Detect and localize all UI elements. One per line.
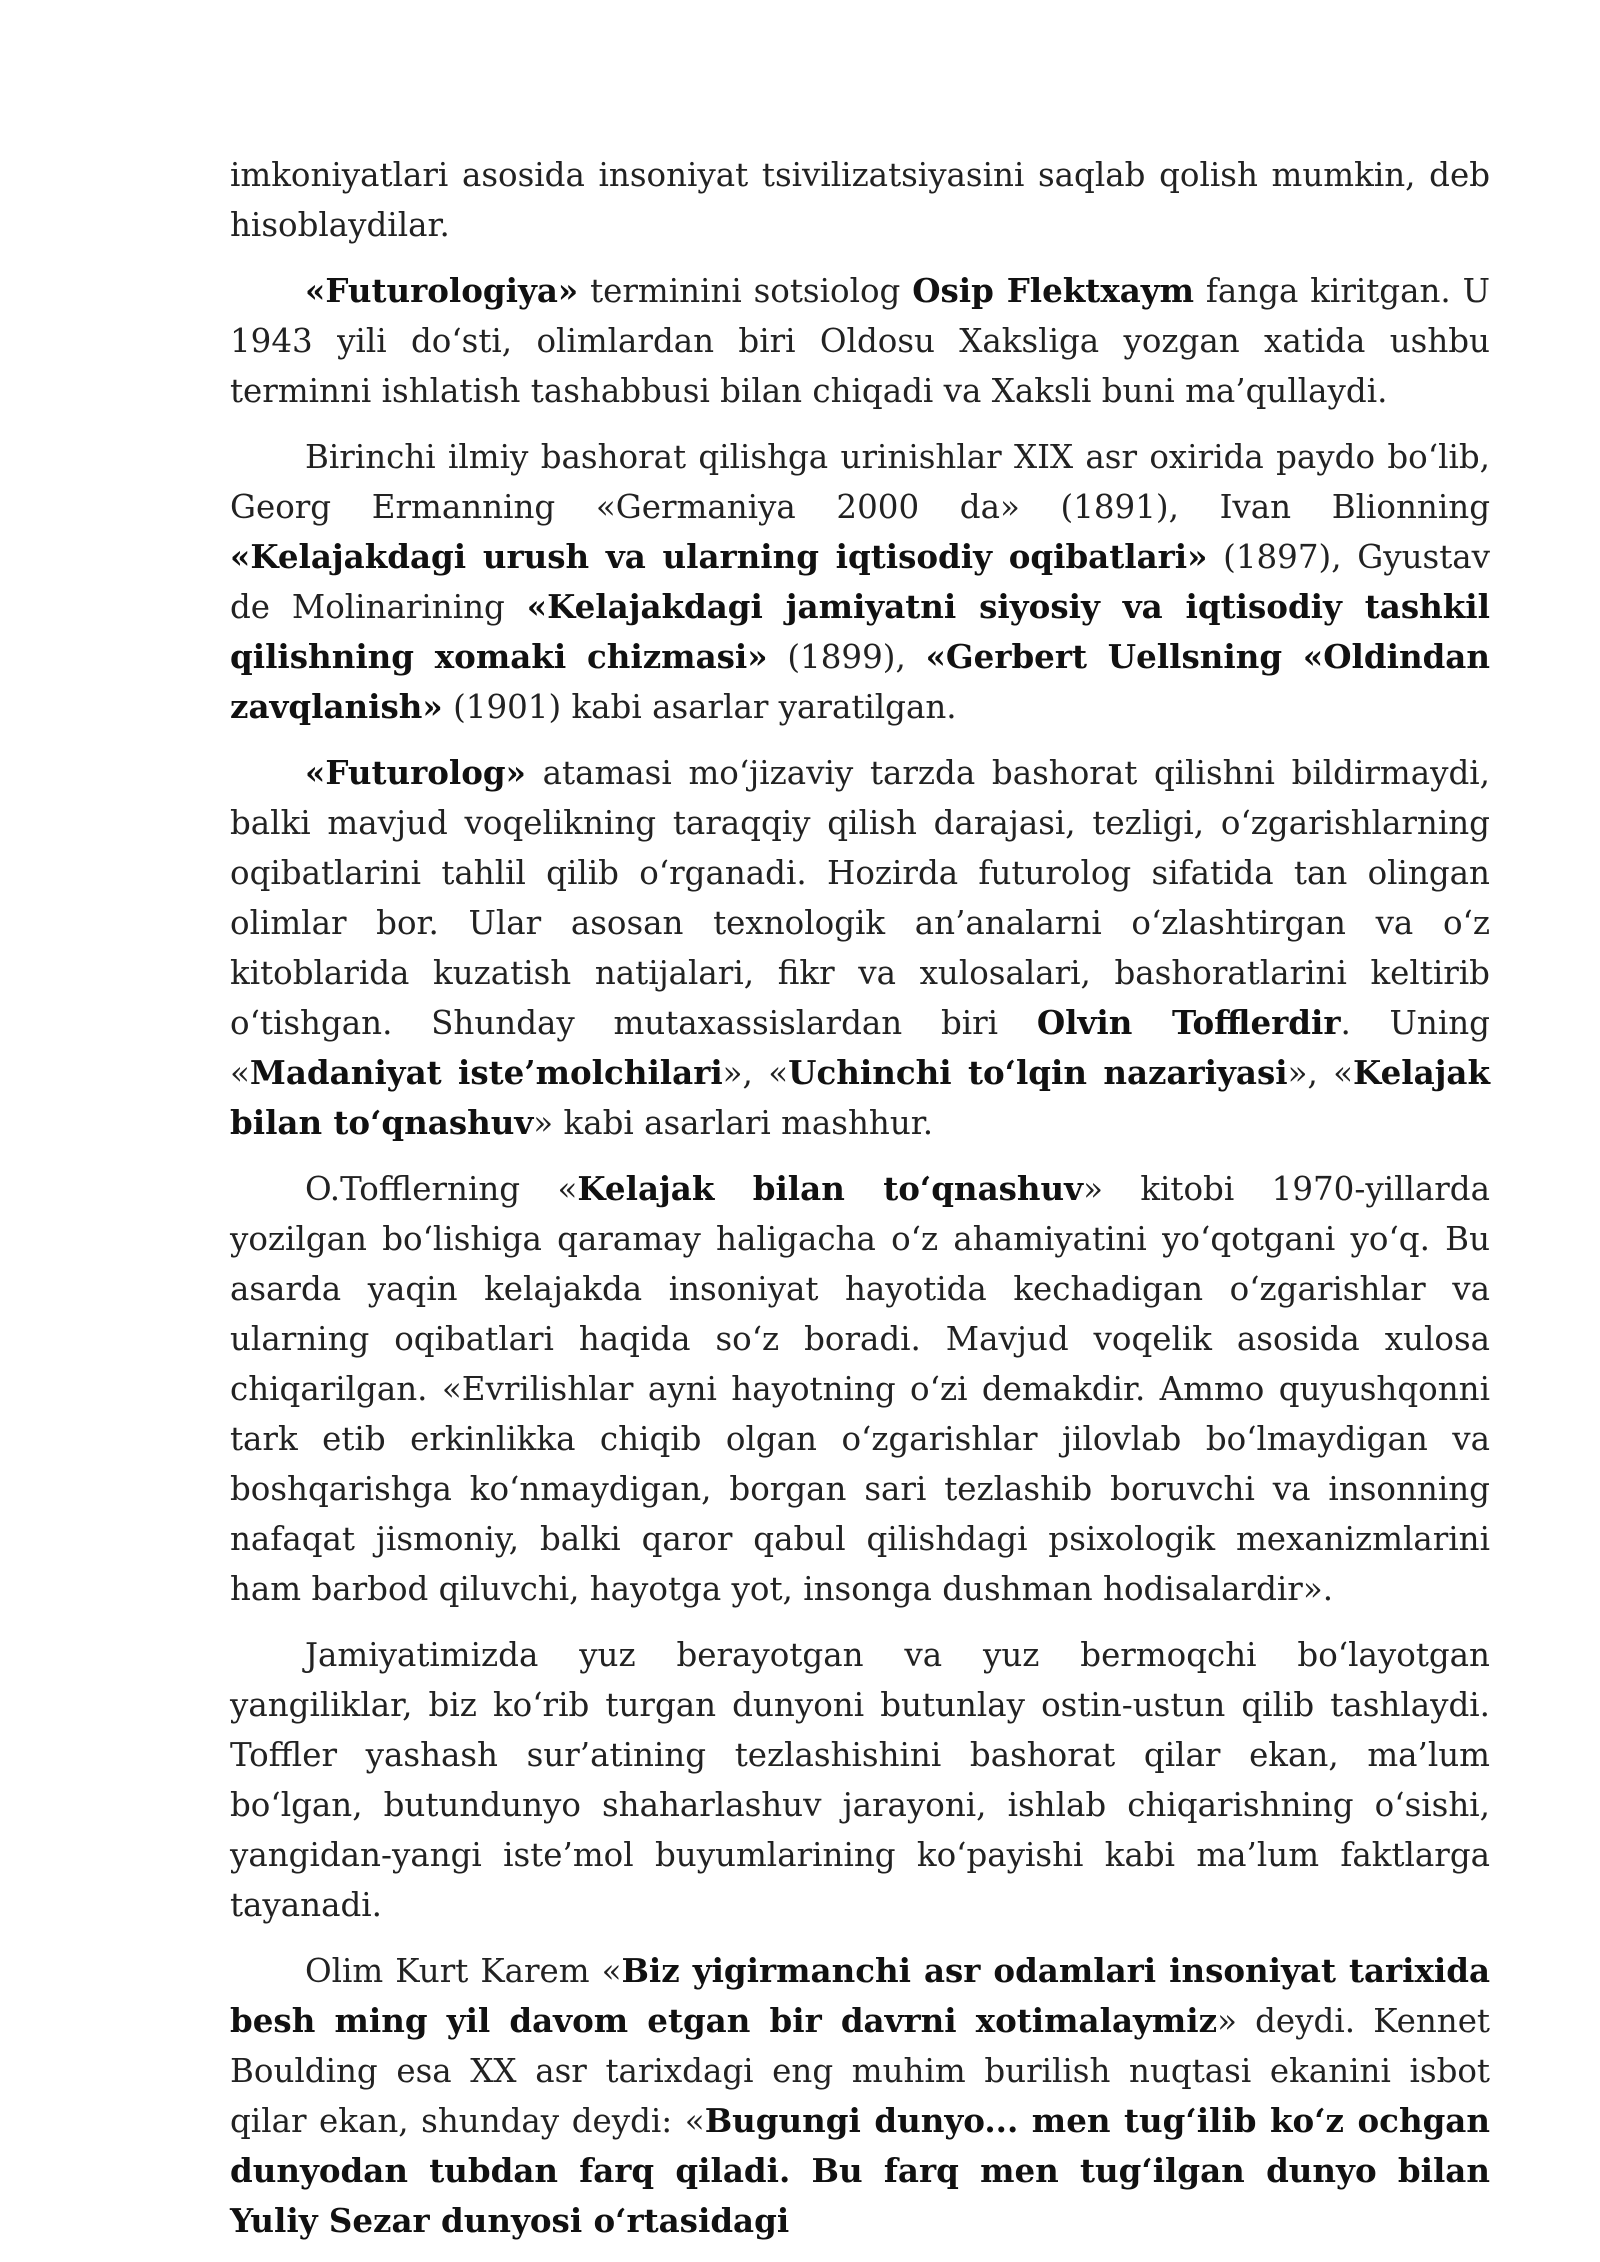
paragraph [230,1946,1490,2246]
text-run: . Uning « [230,1004,1490,1092]
paragraph [230,150,1490,250]
bold-text-run: Biz yigirmanchi asr odamlari insoniyat tarixida besh ming yil davom etgan bir davrni xotimalaymiz [230,1951,1490,2040]
bold-text-run: «Futurologiya» [305,271,579,310]
text-run: (1897), Gyustav de Molinarining [230,538,1490,626]
bold-text-run: Kelajak bilan to‘qnashuv [230,1053,1490,1142]
text-run: Jamiyatimizda yuz berayotgan va yuz bermoqchi bo‘layotgan yangiliklar, biz ko‘rib turgan dunyoni butunlay ostin-ustun qilib tashlaydi. Toffler yashash sur’atining tezlashishini bashorat qilar ekan, ma’lum bo‘lgan, butundunyo shaharlashuv jarayoni, ishlab chiqarishning o‘sishi, yangidan-yangi iste’mol buyumlarining ko‘payishi kabi ma’lum faktlarga tayanadi. [230,1636,1490,1924]
text-run: », « [1287,1054,1354,1092]
paragraph [230,748,1490,1148]
text-run: imkoniyatlari asosida insoniyat tsivilizatsiyasini saqlab qolish mumkin, deb hisoblaydilar. [230,156,1490,244]
text-run: atamasi mo‘jizaviy tarzda bashorat qilishni bildirmaydi, balki mavjud voqelikning taraqqiy qilish darajasi, tezligi, o‘zgarishlarning oqibatlarini tahlil qilib o‘rganadi. Hozirda futurolog sifatida tan olingan olimlar bor. Ular asosan texnologik an’analarni o‘zlashtirgan va o‘z kitoblarida kuzatish natijalari, fikr va xulosalari, bashoratlarini keltirib o‘tishgan. Shunday mutaxassislardan biri [230,754,1490,1042]
text-run: » deydi. Kennet Boulding esa XX asr tarixdagi eng muhim burilish nuqtasi ekanini isbot qilar ekan, shunday deydi: « [230,2002,1490,2140]
bold-text-run: Osip Flektxaym [912,271,1195,310]
text-run: Birinchi ilmiy bashorat qilishga urinishlar XIX asr oxirida paydo bo‘lib, Georg Ermanning «Germaniya 2000 da» (1891), Ivan Blionning [230,438,1490,526]
bold-text-run: Uchinchi to‘lqin nazariyasi [788,1053,1288,1092]
document-page [230,150,1490,2262]
bold-text-run: «Kelajakdagi urush va ularning iqtisodiy oqibatlari» [230,537,1208,576]
text-run: O.Tofflerning « [305,1170,578,1208]
text-run: terminini sotsiolog [578,272,913,310]
bold-text-run: Bugungi dunyo... men tug‘ilib ko‘z ochgan dunyodan tubdan farq qiladi. Bu farq men tug‘ilgan dunyo bilan Yuliy Sezar dunyosi o‘rtasidagi [230,2101,1490,2240]
text-run: » kabi asarlari mashhur. [533,1104,934,1142]
text-run: Olim Kurt Karem « [305,1952,622,1990]
text-run: (1899), [767,638,926,676]
paragraph [230,266,1490,416]
bold-text-run: «Gerbert Uellsning «Oldindan zavqlanish» [230,637,1490,726]
paragraph [230,432,1490,732]
text-run: (1901) kabi asarlar yaratilgan. [442,688,957,726]
paragraph [230,1630,1490,1930]
bold-text-run: Kelajak bilan to‘qnashuv [577,1169,1084,1208]
bold-text-run: «Futurolog» [305,753,526,792]
paragraph [230,1164,1490,1614]
text-run: fanga kiritgan. U 1943 yili do‘sti, olimlardan biri Oldosu Xaksliga yozgan xatida ushbu terminni ishlatish tashabbusi bilan chiqadi va Xaksli buni ma’qullaydi. [230,272,1490,410]
text-run: », « [722,1054,789,1092]
bold-text-run: Olvin Tofflerdir [1036,1003,1341,1042]
bold-text-run: Madaniyat iste’molchilari [249,1053,723,1092]
bold-text-run: «Kelajakdagi jamiyatni siyosiy va iqtisodiy tashkil qilishning xomaki chizmasi» [230,587,1490,676]
text-run: » kitobi 1970-yillarda yozilgan bo‘lishiga qaramay haligacha o‘z ahamiyatini yo‘qotgani yo‘q. Bu asarda yaqin kelajakda insoniyat hayotida kechadigan o‘zgarishlar va ularning oqibatlari haqida so‘z boradi. Mavjud voqelik asosida xulosa chiqarilgan. «Evrilishlar ayni hayotning o‘zi demakdir. Ammo quyushqonni tark etib erkinlikka chiqib olgan o‘zgarishlar jilovlab bo‘lmaydigan va boshqarishga ko‘nmaydigan, borgan sari tezlashib boruvchi va insonning nafaqat jismoniy, balki qaror qabul qilishdagi psixologik mexanizmlarini ham barbod qiluvchi, hayotga yot, insonga dushman hodisalardir». [230,1170,1490,1608]
